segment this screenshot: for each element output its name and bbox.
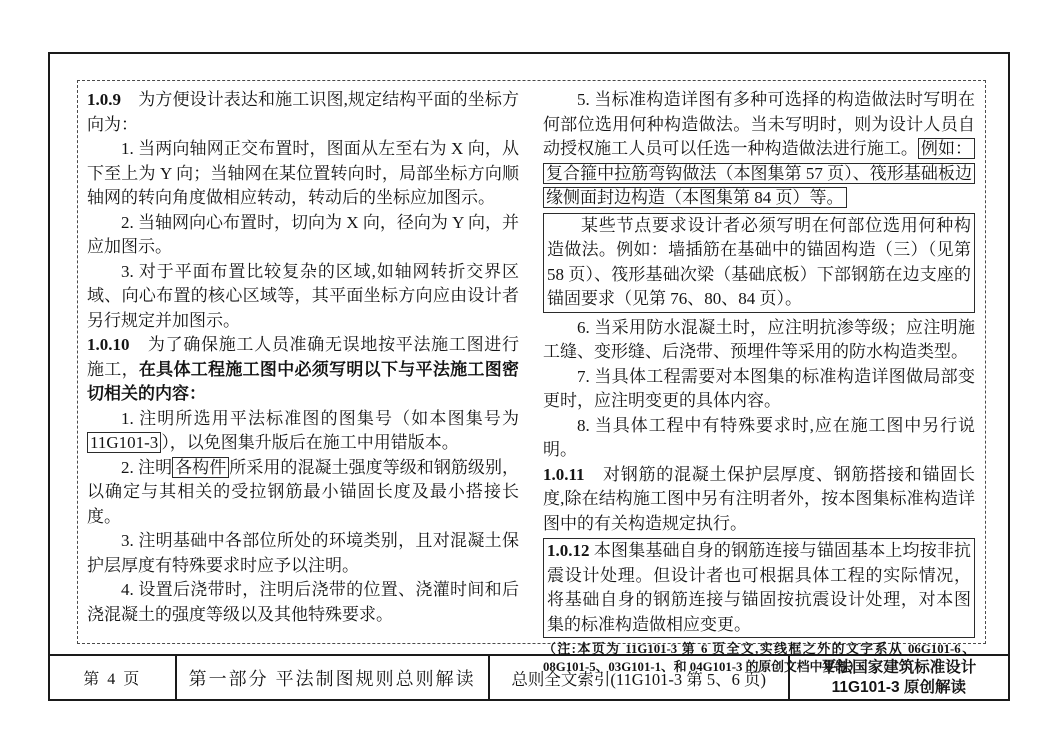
left-text-column	[87, 88, 519, 641]
paragraph	[543, 463, 975, 537]
text-run: 所采用的混凝土强度等级和钢筋级别，以确定与其相关的受拉钢筋最小锚固长度及最小搭接长度。	[87, 457, 520, 526]
text-run: 8. 当具体工程中有特殊要求时,应在施工图中另行说明。	[543, 415, 975, 459]
text-run: 1.0.11	[543, 464, 585, 484]
text-run: 在具体工程施工图中必须写明以下与平法施工图密切相关的内容：	[87, 359, 519, 403]
boxed-text: 例如：复合箍中拉筋弯钩做法（本图集第 57 页）、筏形基础板边缘侧面封边构造（本图集第 84 页）等。	[543, 138, 975, 208]
footnote	[543, 641, 975, 676]
paragraph	[87, 211, 519, 260]
text-run: 对钢筋的混凝土保护层厚度、钢筋搭接和锚固长度,除在结构施工图中另有注明者外，按本图集标准构造详图中的有关构造规定执行。	[543, 464, 975, 533]
paragraph	[87, 333, 519, 407]
index-title-label: 总则全文索引(11G101-3 第 5、6 页)	[511, 669, 767, 689]
text-run: 2. 当轴网向心布置时，切向为 X 向，径向为 Y 向，并应加图示。	[87, 212, 519, 256]
framed-paragraph	[543, 213, 975, 313]
footer-part-title	[175, 656, 488, 699]
paragraph	[543, 88, 975, 211]
boxed-text: 11G101-3	[87, 432, 161, 453]
text-run: 1.0.12	[547, 541, 590, 560]
footer-page-number	[50, 656, 175, 699]
text-run: 5. 当标准构造详图有多种可选择的构造做法时写明在何部位选用何种构造做法。当未写明时，则为设计人员自动授权施工人员可以任选一种构造做法进行施工。	[543, 90, 975, 158]
paragraph	[87, 260, 519, 334]
text-run: 1. 当两向轴网正交布置时，图面从左至右为 X 向，从下至上为 Y 向；当轴网在某位置转向时，局部坐标方向顺轴网的转向角度做相应转动，转动后的坐标应加图示。	[87, 139, 519, 207]
text-run: 7. 当具体工程需要对本图集的标准构造详图做局部变更时，应注明变更的具体内容。	[543, 366, 975, 410]
text-run: 2. 注明	[121, 457, 173, 477]
text-run: 1.0.10	[87, 335, 130, 354]
paragraph	[87, 529, 519, 578]
text-run: 为了确保施工人员准确无误地按平法施工图进行施工，	[87, 335, 519, 379]
framed-paragraph	[543, 538, 975, 638]
paragraph	[543, 414, 975, 463]
text-run: 某些节点要求设计者必须写明在何部位选用何种构造做法。例如：墙插筋在基础中的锚固构造（三）（见第 58 页）、筏形基础次梁（基础底板）下部钢筋在边支座的锚固要求（见第 76、80、84 页）。	[547, 215, 971, 308]
text-run: 1. 注明所选用平法标准图的图集号（如本图集号为	[121, 408, 519, 428]
text-run: 4. 设置后浇带时，注明后浇带的位置、浇灌时间和后浇混凝土的强度等级以及其他特殊要求。	[87, 580, 519, 624]
text-run: 3. 对于平面布置比较复杂的区域,如轴网转折交界区域、向心布置的核心区域等，其平面坐标方向应由设计者另行规定并加图示。	[87, 261, 519, 330]
standard-title-line1: 平法国家建筑标准设计	[821, 659, 977, 676]
document-page	[48, 52, 1010, 701]
page-number-label: 第 4 页	[83, 671, 142, 688]
paragraph	[87, 407, 519, 456]
text-run: 1.0.9	[87, 90, 121, 109]
text-run: ），以免图集升版后在施工中用错版本。	[161, 433, 459, 452]
boxed-text: 各构件	[172, 457, 229, 478]
text-run: 6. 当采用防水混凝土时，应注明抗渗等级；应注明施工缝、变形缝、后浇带、预埋件等采用的防水构造类型。	[543, 317, 975, 361]
standard-title-line2: 11G101-3 原创解读	[831, 678, 966, 696]
paragraph	[87, 137, 519, 211]
text-run: （注:本页为 11G101-3 第 6 页全文,实线框之外的文字系从 06G101-6、08G101-5、03G101-1、和 04G101-3 的原创文档中复制）	[543, 642, 975, 674]
paragraph	[543, 316, 975, 365]
paragraph	[543, 365, 975, 414]
paragraph	[87, 88, 519, 137]
paragraph	[87, 578, 519, 627]
paragraph	[87, 456, 519, 530]
part-title-label: 第一部分 平法制图规则总则解读	[188, 668, 476, 689]
text-run: 3. 注明基础中各部位所处的环境类别，且对混凝土保护层厚度有特殊要求时应予以注明。	[87, 531, 519, 575]
text-run: 本图集基础自身的钢筋连接与锚固基本上均按非抗震设计处理。但设计者也可根据具体工程的实际情况，将基础自身的钢筋连接与锚固按抗震设计处理，对本图集的标准构造做相应变更。	[547, 541, 971, 634]
text-run: 为方便设计表达和施工识图,规定结构平面的坐标方向为：	[87, 90, 519, 134]
